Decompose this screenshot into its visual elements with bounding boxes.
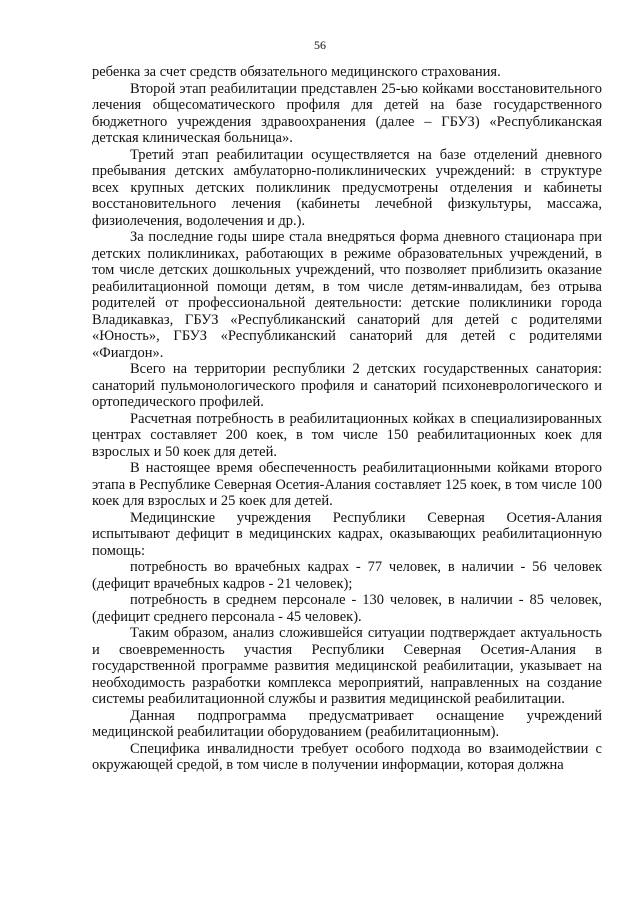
paragraph-third-stage: Третий этап реабилитации осуществляется на базе отделений дневного пребывания детских амбулаторно-поликлинических учреждений: в структуре всех крупных детских поликлиник предусмотрены отделения и кабинеты восстановительного лечения (кабинеты лечебной физкультуры, массажа, физиолечения, водолечения и др.). [92,146,602,229]
paragraph-day-hospital: За последние годы шире стала внедряться форма дневного стационара при детских поликлиниках, работающих в режиме образовательных учреждений, в том числе детских дошкольных учреждений, что позволяет приблизить оказание реабилитационной помощи детям, в том числе детям-инвалидам, без отрыва родителей от профессиональной деятельности: детские поликлиники города Владикавказ, ГБУЗ «Республиканский санаторий для детей с родителями «Юность», ГБУЗ «Республиканский санаторий для детей с родителями «Фиагдон». [92,229,602,361]
paragraph-sanatoriums: Всего на территории республики 2 детских государственных санатория: санаторий пульмонологического профиля и санаторий психоневрологического и ортопедического профилей. [92,361,602,410]
paragraph-second-stage: Второй этап реабилитации представлен 25-ью койками восстановительного лечения общесоматического профиля для детей на базе государственного бюджетного учреждения здравоохранения (далее – ГБУЗ) «Республиканская детская клиническая больница». [92,80,602,146]
paragraph-estimated-need: Расчетная потребность в реабилитационных койках в специализированных центрах составляет 200 коек, в том числе 150 реабилитационных коек для взрослых и 50 коек для детей. [92,410,602,460]
paragraph-staff-deficit: Медицинские учреждения Республики Северная Осетия-Алания испытывают дефицит в медицинских кадрах, оказывающих реабилитационную помощь: [92,509,602,559]
document-body [92,64,602,774]
paragraph-nurse-need: потребность в среднем персонале - 130 человек, в наличии - 85 человек, (дефицит среднего персонала - 45 человек). [92,592,602,625]
paragraph-subprogram: Данная подпрограмма предусматривает оснащение учреждений медицинской реабилитации оборудованием (реабилитационным). [92,707,602,740]
paragraph-continuation: ребенка за счет средств обязательного медицинского страхования. [92,64,501,80]
paragraph-conclusion: Таким образом, анализ сложившейся ситуации подтверждает актуальность и своевременность участия Республики Северная Осетия-Алания в государственной программе развития медицинской реабилитации, указывает на необходимость разработки комплекса мероприятий, направленных на создание системы реабилитационной службы и развития медицинской реабилитации. [92,625,602,707]
paragraph-disability-specifics: Специфика инвалидности требует особого подхода во взаимодействии с окружающей средой, в том числе в получении информации, которая должна [92,740,602,773]
paragraph-current-provision: В настоящее время обеспеченность реабилитационными койками второго этапа в Республике Северная Осетия-Алания составляет 125 коек, в том числе 100 коек для взрослых и 25 коек для детей. [92,460,602,509]
page-number: 56 [314,38,326,52]
paragraph-doctor-need: потребность во врачебных кадрах - 77 человек, в наличии - 56 человек (дефицит врачебных кадров - 21 человек); [92,559,602,592]
